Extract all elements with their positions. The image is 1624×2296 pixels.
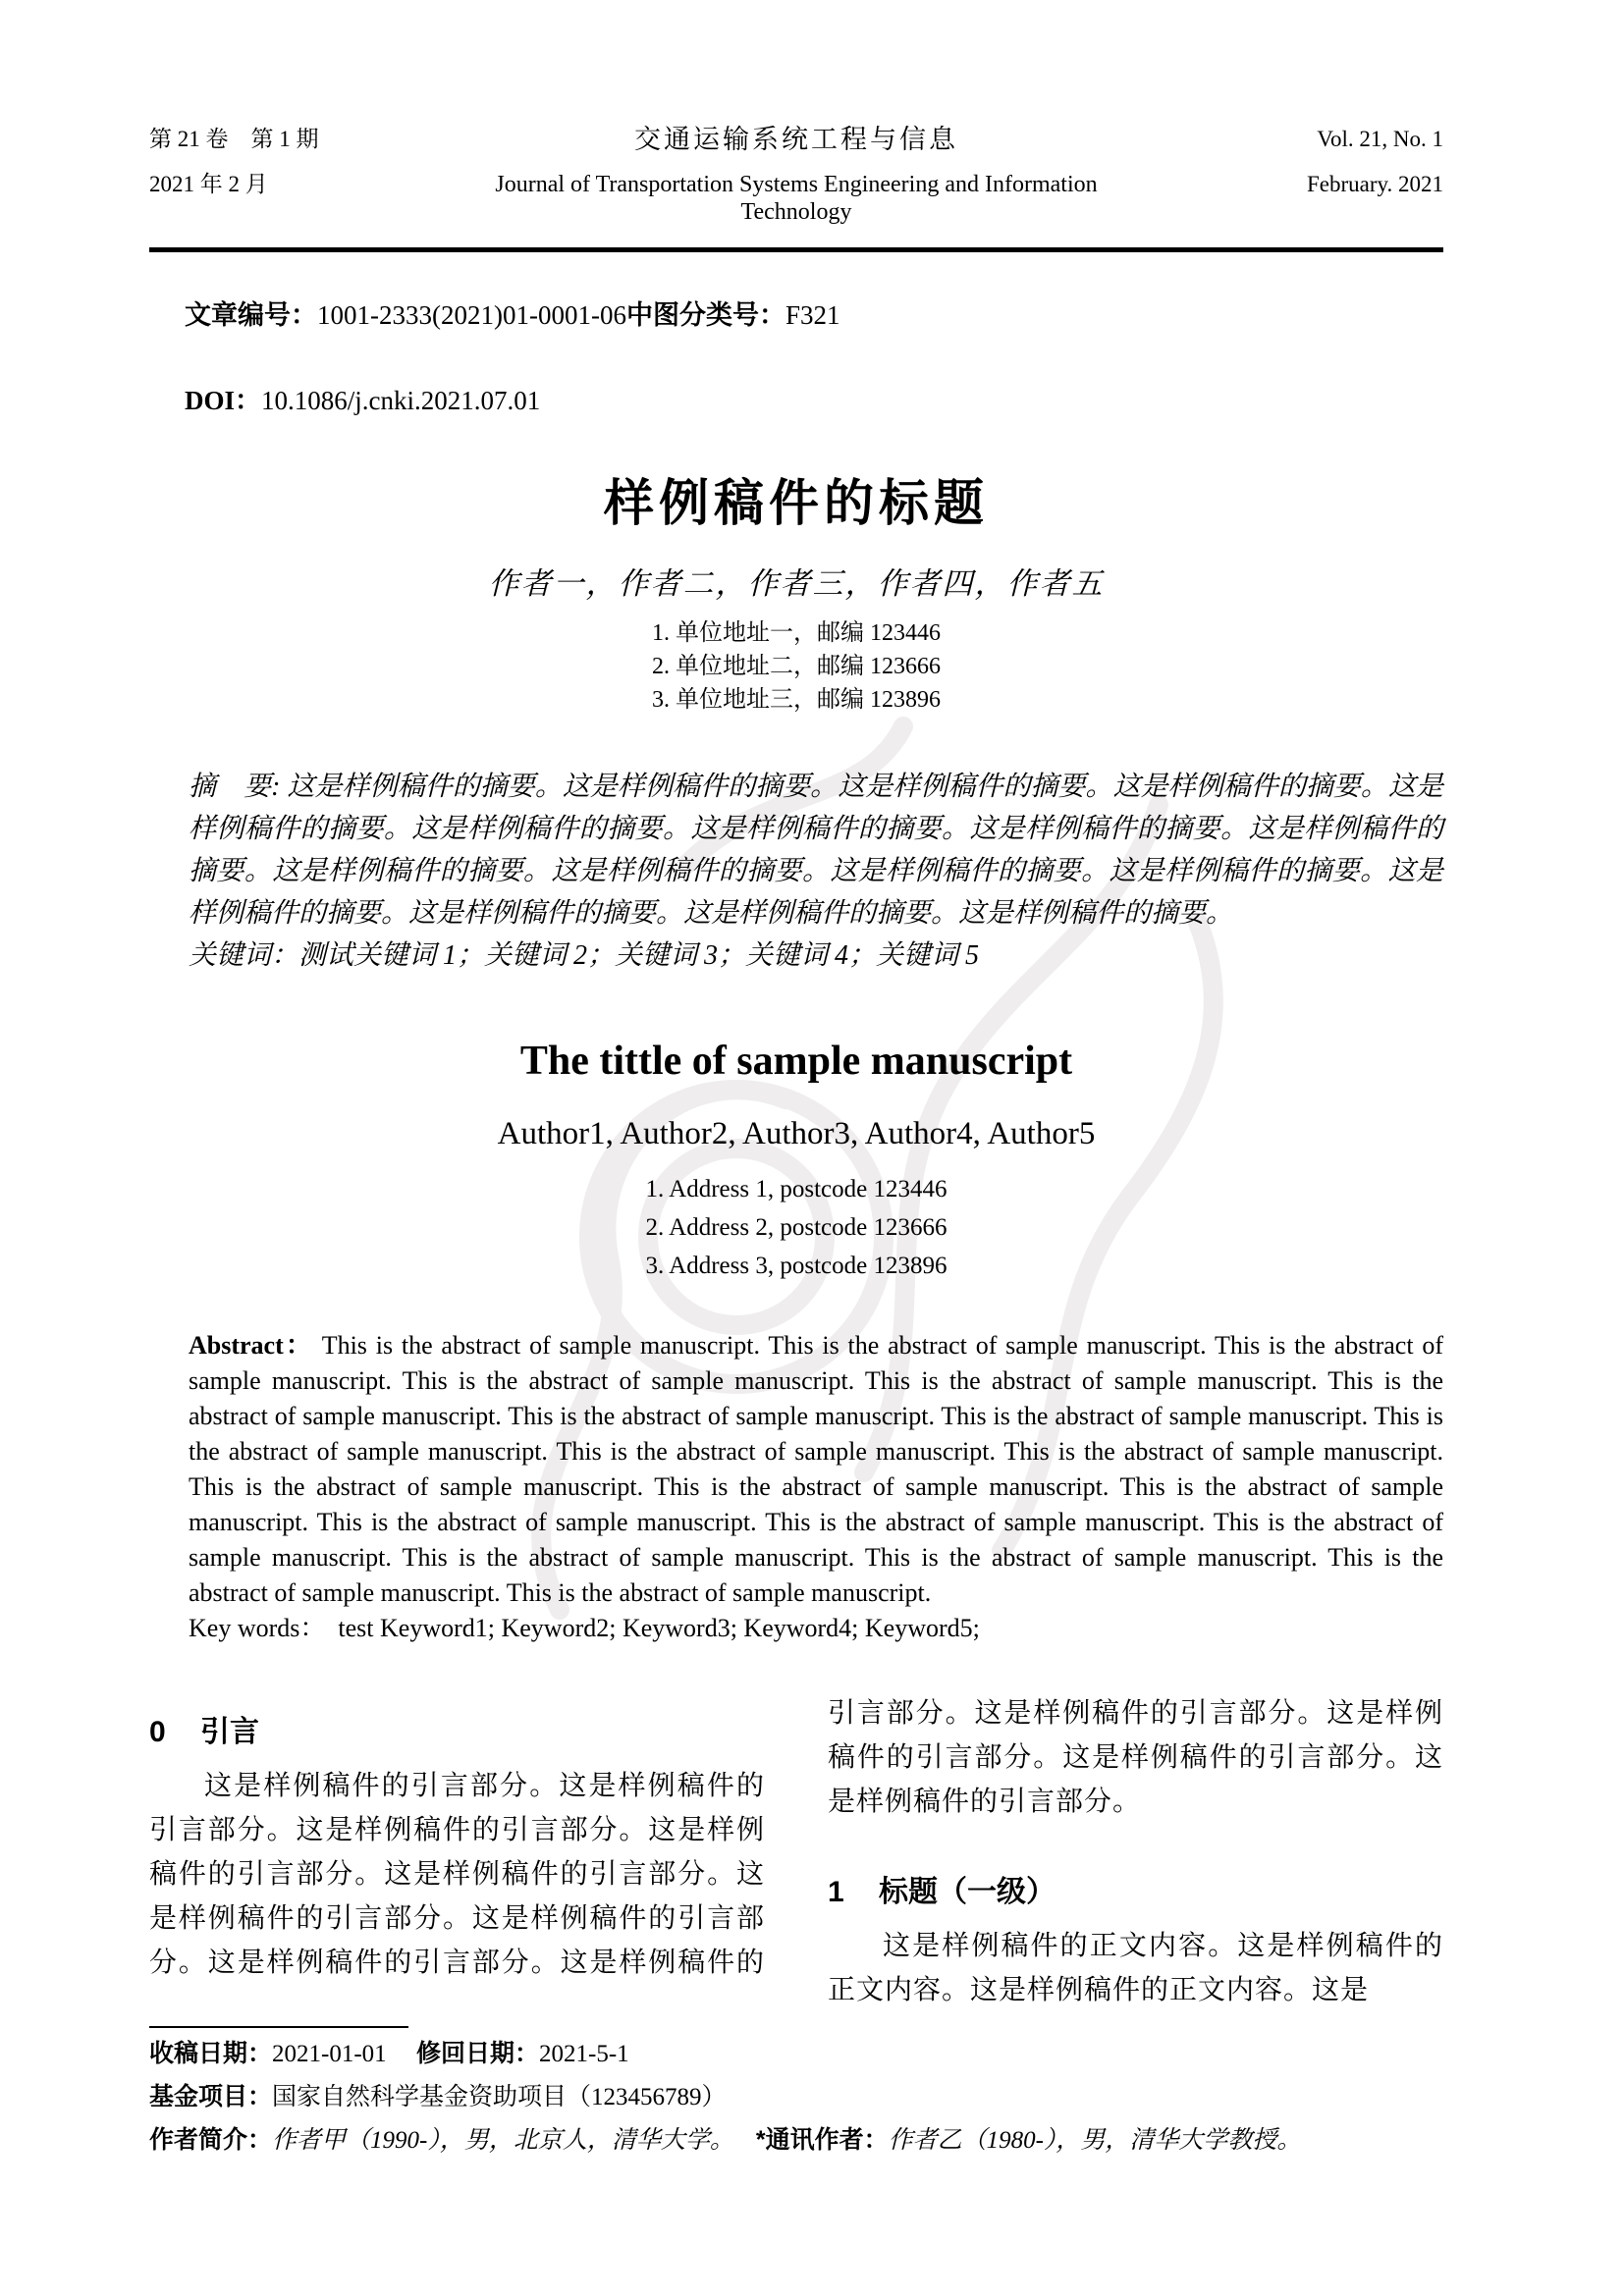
revised-date-label: 修回日期： [416, 2040, 540, 2067]
author-bio-text: 作者甲（1990-），男，北京人，清华大学。 [272, 2127, 734, 2154]
footnote-bio-line [149, 2123, 1443, 2158]
received-date-label: 收稿日期： [149, 2040, 273, 2067]
footnote-dates-line [149, 2037, 1443, 2071]
clc-number: F321 [785, 300, 840, 330]
article-number-label: 文章编号： [185, 300, 317, 330]
body-columns [149, 1691, 1443, 2023]
footnote-rule [149, 2026, 408, 2028]
affiliations-cn [149, 616, 1443, 717]
affiliations-en [149, 1170, 1443, 1285]
doi-value: 10.1086/j.cnki.2021.07.01 [261, 386, 541, 415]
fund-label: 基金项目： [149, 2083, 273, 2110]
masthead [149, 126, 1443, 252]
article-meta-line [149, 294, 1443, 332]
section-number: 0 [149, 1716, 166, 1748]
keywords-cn [189, 934, 1443, 977]
affiliation-cn-2: 2. 单位地址二，邮编 123666 [652, 654, 941, 679]
abstract-en-label: Abstract： [189, 1331, 314, 1360]
volume-issue-en: Vol. 21, No. 1 [1317, 127, 1443, 151]
revised-date: 2021-5-1 [539, 2041, 629, 2067]
masthead-rule [149, 247, 1443, 252]
date-en: February. 2021 [1306, 172, 1443, 196]
section-heading [828, 1875, 1443, 1910]
keywords-en-label: Key words： [189, 1614, 313, 1642]
affiliation-cn-1: 1. 单位地址一，邮编 123446 [652, 620, 941, 646]
affiliation-en-1: 1. Address 1, postcode 123446 [645, 1176, 947, 1202]
corresponding-author-label: *通讯作者： [755, 2126, 889, 2154]
authors-cn: 作者一，作者二，作者三，作者四，作者五 [488, 566, 1105, 601]
date-cn: 2021 年 2 月 [149, 172, 268, 196]
footnote-fund-line [149, 2080, 1443, 2114]
keywords-cn-label: 关键词： [189, 940, 299, 971]
paper-title-en: The tittle of sample manuscript [519, 1039, 1073, 1084]
received-date: 2021-01-01 [272, 2041, 387, 2067]
affiliation-en-3: 3. Address 3, postcode 123896 [645, 1253, 947, 1279]
section-title: 标题（一级） [879, 1876, 1056, 1908]
clc-label: 中图分类号： [625, 300, 785, 330]
keywords-en [189, 1611, 1443, 1646]
authors-en: Author1, Author2, Author3, Author4, Author5 [497, 1116, 1096, 1151]
author-bio-label: 作者简介： [149, 2126, 273, 2154]
abstract-cn-text: 这是样例稿件的摘要。这是样例稿件的摘要。这是样例稿件的摘要。这是样例稿件的摘要。这是样例稿件的摘要。这是样例稿件的摘要。这是样例稿件的摘要。这是样例稿件的摘要。这是样例稿件的摘要。这是样例稿件的摘要。这是样例稿件的摘要。这是样例稿件的摘要。这是样例稿件的摘要。这是样例稿件的摘要。这是样例稿件的摘要。这是样例稿件的摘要。这是样例稿件的摘要。 [189, 772, 1443, 929]
journal-title-en: Journal of Transportation Systems Engineering and Information Technology [495, 172, 1098, 225]
paper-title-cn: 样例稿件的标题 [603, 477, 989, 532]
abstract-cn-label: 摘 要: [189, 772, 288, 802]
section-number: 1 [828, 1876, 844, 1908]
abstract-en [189, 1328, 1443, 1611]
keywords-en-text: test Keyword1; Keyword2; Keyword3; Keyword4; Keyword5; [338, 1614, 980, 1642]
abstract-en-text: This is the abstract of sample manuscript. This is the abstract of sample manuscript. This is the abstract of sample manuscript. This is the abstract of sample manuscript. This is the abstract of sample manuscript. This is the abstract of sample manuscript. This is the abstract of sample manuscript. This is the abstract of sample manuscript. This is the abstract of sample manuscript. This is the abstract of sample manuscript. This is the abstract of sample manuscript. This is the abstract of sample manuscript. This is the abstract of sample manuscript. This is the abstract of sample manuscript. This is the abstract of sample manuscript. This is the abstract of sample manuscript. This is the abstract of sample manuscript. This is the abstract of sample manuscript. This is the abstract of sample manuscript. This is the abstract of sample manuscript. This is the abstract of sample manuscript. [189, 1331, 1443, 1607]
article-number: 1001-2333(2021)01-0001-06 [317, 300, 626, 330]
abstract-cn [189, 766, 1443, 934]
doi-line [149, 379, 1443, 417]
affiliation-cn-3: 3. 单位地址三，邮编 123896 [652, 687, 941, 713]
journal-title-cn: 交通运输系统工程与信息 [634, 125, 958, 154]
footnote [149, 2026, 1443, 2158]
keywords-cn-text: 测试关键词 1；关键词 2；关键词 3；关键词 4；关键词 5 [298, 940, 980, 971]
corresponding-author-text: 作者乙（1980-），男，清华大学教授。 [888, 2127, 1302, 2154]
section-text: 这是样例稿件的引言部分。这是样例稿件的引言部分。这是样例稿件的引言部分。这是样例稿件的引言部分。这是样例稿件的引言部分。这是样例稿件的引言部分。这是样例稿件的引言部分。这是样例稿件的引言部分。这是样例稿件的引言部分。这是样例稿件的引言部分。这是样例稿件的引言部分。这是样例稿件的引言部分。这是样例稿件的引言部分。 [149, 1698, 1443, 1978]
section-level1-heading [828, 1875, 1443, 2012]
section-heading [149, 1715, 765, 1750]
section-title: 引言 [200, 1716, 259, 1748]
affiliation-en-2: 2. Address 2, postcode 123666 [645, 1214, 947, 1241]
fund-text: 国家自然科学基金资助项目（123456789） [272, 2084, 727, 2110]
volume-issue-cn: 第 21 卷 第 1 期 [149, 127, 319, 151]
doi-label: DOI： [185, 386, 262, 415]
section-text: 这是样例稿件的正文内容。这是样例稿件的正文内容。这是样例稿件的正文内容。这是 [828, 1931, 1443, 2005]
